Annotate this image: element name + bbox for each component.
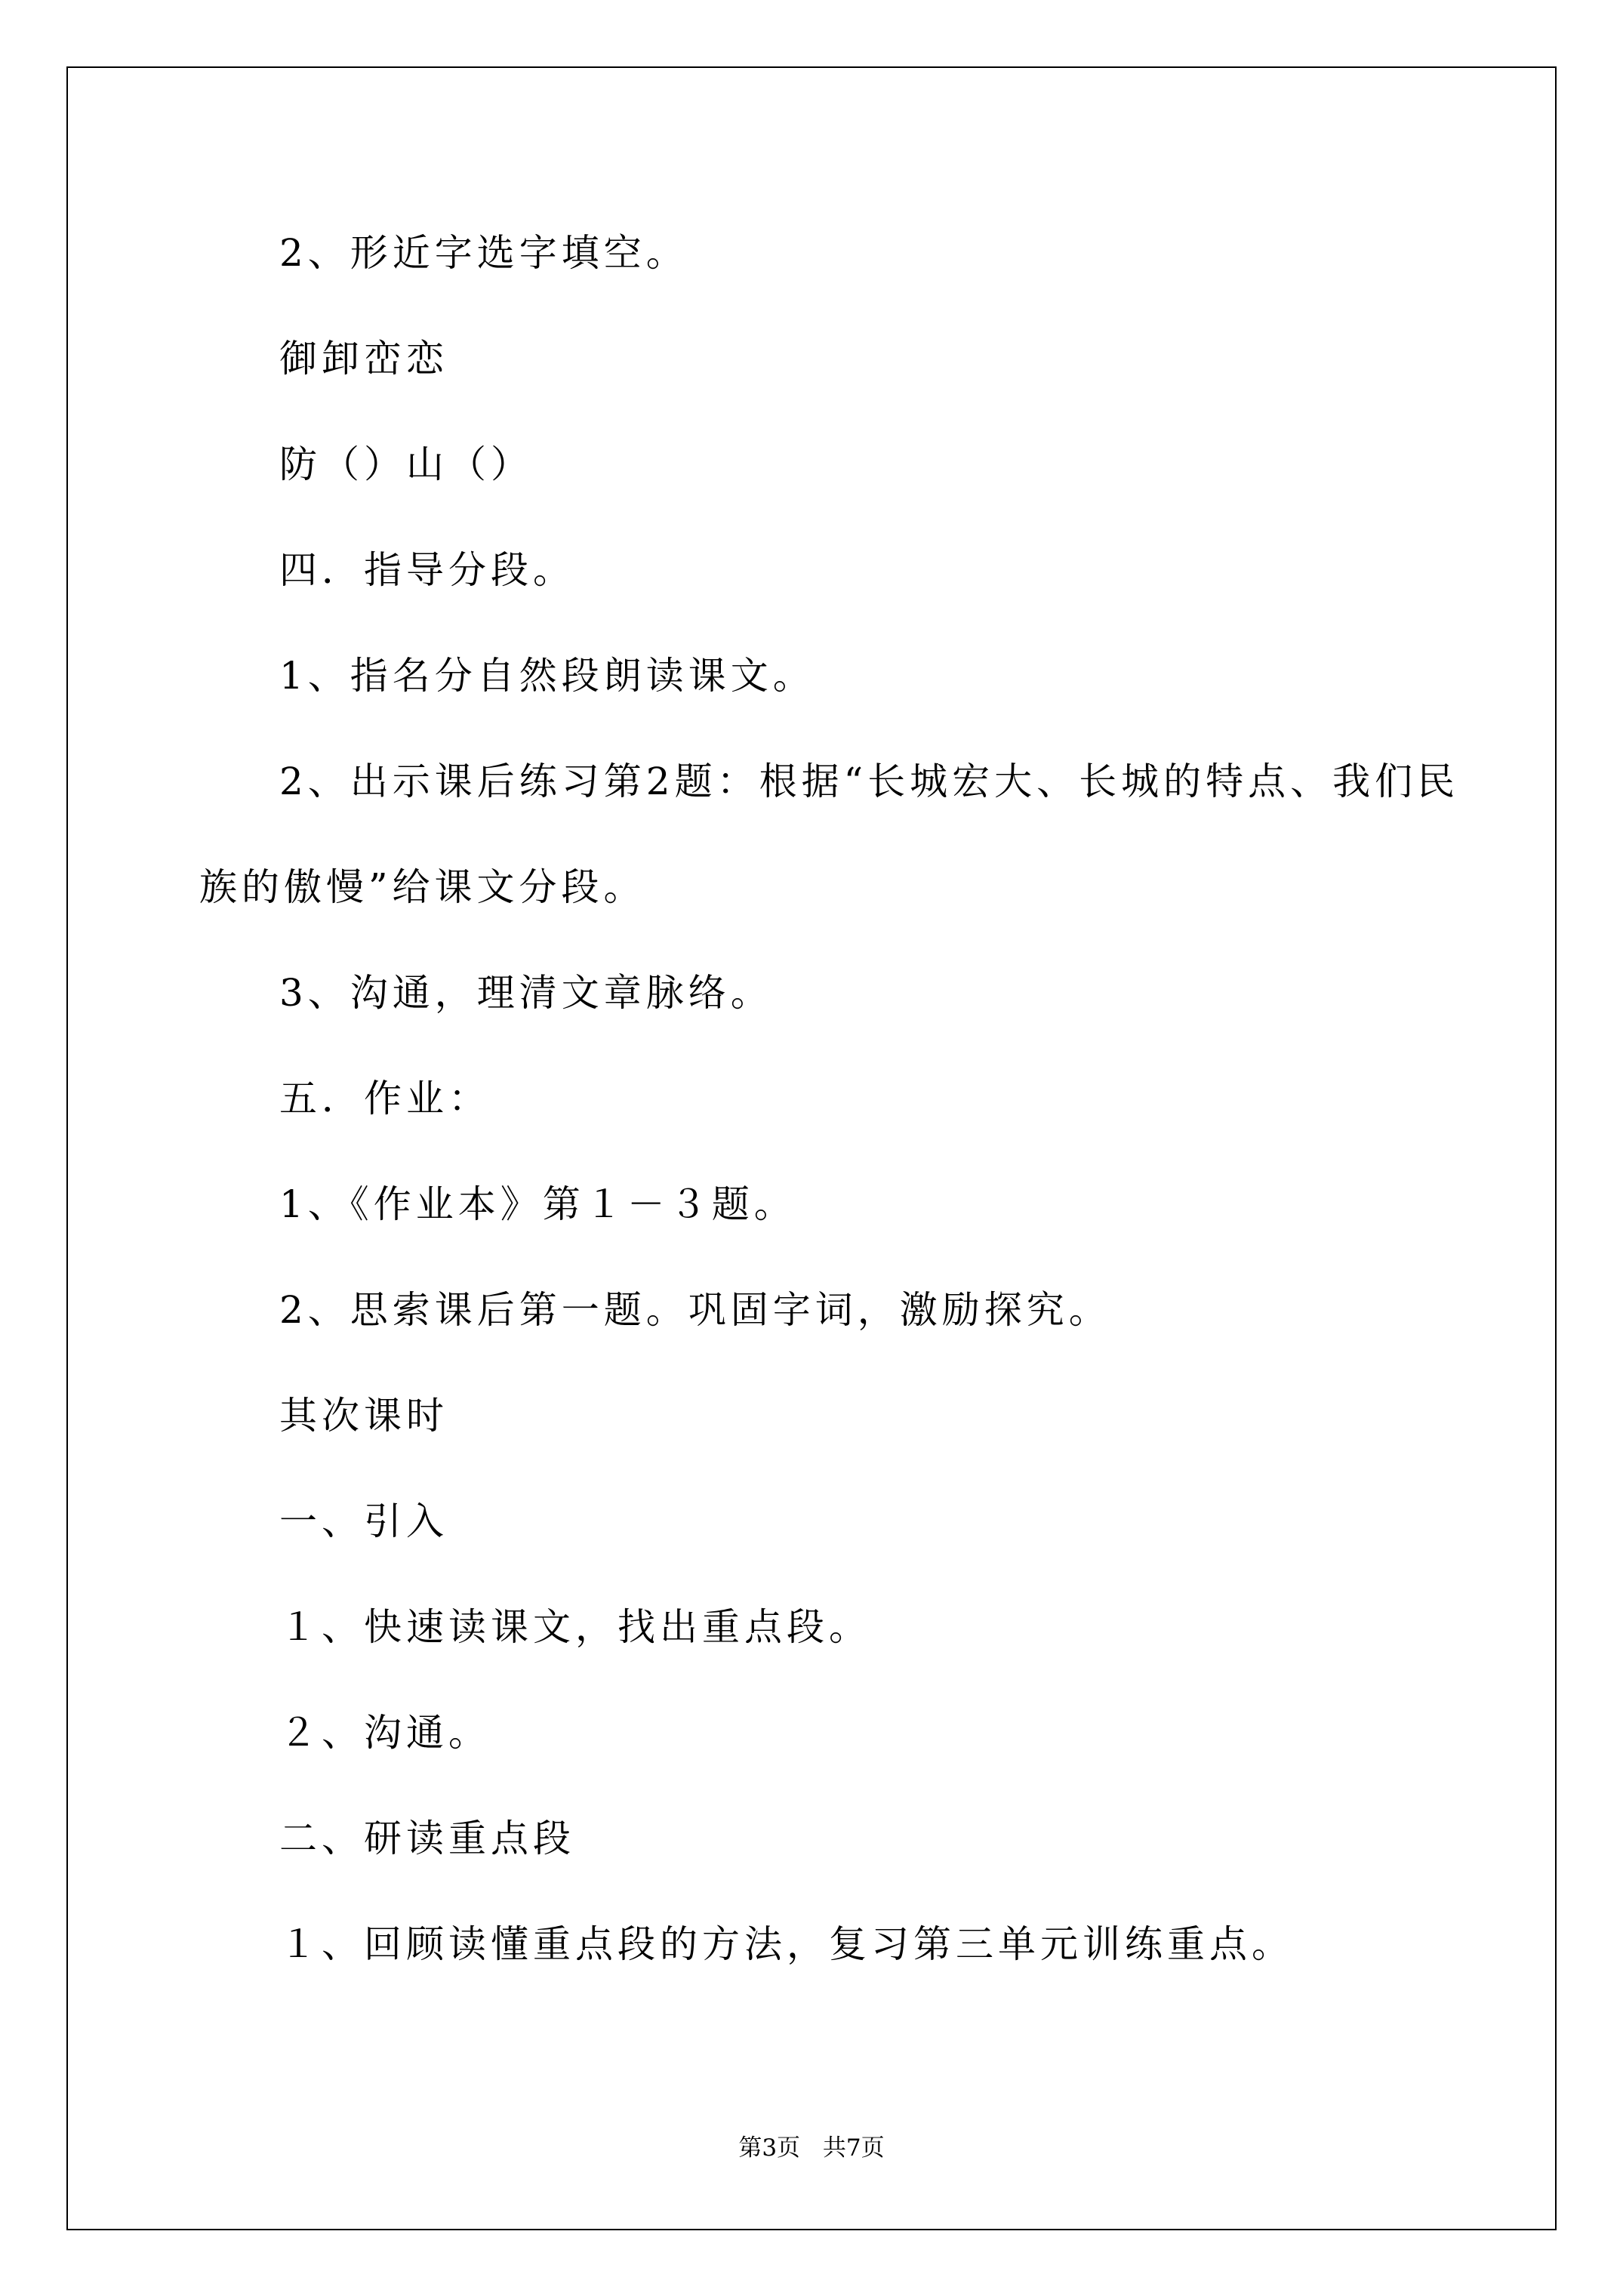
text-line: ２、沟通。 bbox=[279, 1711, 491, 1755]
section-heading: 一、引入 bbox=[279, 1499, 448, 1543]
text-line: 2、思索课后第一题。巩固字词，激励探究。 bbox=[279, 1288, 1111, 1332]
text-line: 2、出示课后练习第2题：根据“长城宏大、长城的特点、我们民 bbox=[279, 760, 1460, 803]
page-footer bbox=[0, 2133, 1623, 2163]
page-border bbox=[66, 66, 1557, 2230]
text-line: 御卸峦恋 bbox=[279, 337, 448, 381]
text-line: １、快速读课文，找出重点段。 bbox=[279, 1605, 871, 1649]
text-line: １、回顾读懂重点段的方法，复习第三单元训练重点。 bbox=[279, 1922, 1294, 1966]
text-line: 防（）山（） bbox=[279, 442, 533, 486]
section-heading: 二、研读重点段 bbox=[279, 1817, 575, 1860]
text-line: 1、《作业本》第１－３题。 bbox=[279, 1182, 796, 1226]
section-heading: 四．指导分段。 bbox=[279, 548, 575, 592]
section-heading: 五．作业： bbox=[279, 1077, 491, 1120]
text-line: 2、形近字选字填空。 bbox=[279, 231, 688, 275]
section-heading: 其次课时 bbox=[279, 1394, 448, 1438]
text-line: 1、指名分自然段朗读课文。 bbox=[279, 654, 815, 698]
text-line: 族的傲慢”给课文分段。 bbox=[199, 865, 646, 909]
page-number-current: 第3页 bbox=[738, 2134, 801, 2162]
text-line: 3、沟通，理清文章脉络。 bbox=[279, 971, 773, 1015]
page-number-total: 共7页 bbox=[822, 2134, 885, 2162]
